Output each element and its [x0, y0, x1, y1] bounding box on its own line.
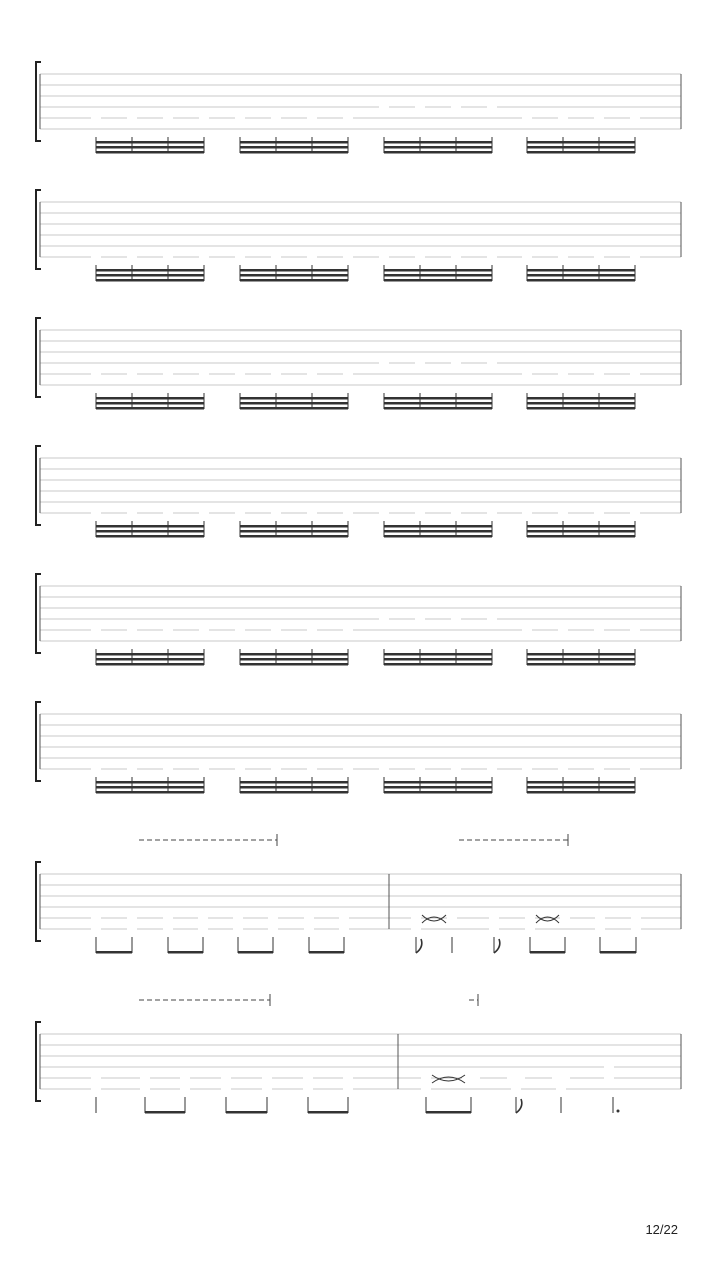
note-beam	[384, 146, 492, 149]
fret-mask	[127, 112, 137, 124]
tab-system	[36, 994, 681, 1114]
note-flag	[494, 939, 500, 953]
fret-mask	[235, 251, 245, 263]
fret-mask	[379, 357, 389, 369]
note-beam	[226, 1111, 267, 1114]
note-beam	[96, 791, 204, 794]
note-beam	[240, 274, 348, 277]
note-beam	[168, 951, 203, 954]
fret-mask	[594, 624, 604, 636]
note-flag	[416, 939, 422, 953]
fret-mask	[451, 251, 461, 263]
note-beam	[240, 151, 348, 154]
fret-mask	[91, 763, 101, 775]
note-beam	[240, 279, 348, 282]
fret-mask	[307, 251, 317, 263]
fret-mask	[558, 507, 568, 519]
note-beam	[96, 658, 204, 661]
note-beam	[309, 951, 344, 954]
note-beam	[527, 402, 635, 405]
fret-mask	[163, 251, 173, 263]
fret-mask	[451, 101, 461, 113]
fret-mask	[199, 507, 209, 519]
fret-mask	[595, 923, 605, 935]
fret-mask	[235, 368, 245, 380]
fret-mask	[604, 1072, 614, 1084]
fret-mask	[630, 507, 640, 519]
fret-mask	[180, 1083, 190, 1095]
note-beam	[240, 781, 348, 784]
fret-mask	[556, 1083, 566, 1095]
dot-mark	[617, 1110, 620, 1113]
fret-mask	[199, 368, 209, 380]
fret-mask	[262, 1072, 272, 1084]
fret-mask	[127, 624, 137, 636]
note-beam	[96, 151, 204, 154]
note-beam	[384, 653, 492, 656]
fret-mask	[451, 357, 461, 369]
note-beam	[96, 535, 204, 538]
fret-mask	[235, 112, 245, 124]
fret-mask	[558, 251, 568, 263]
note-beam	[96, 951, 132, 954]
fret-mask	[163, 507, 173, 519]
fret-mask	[487, 251, 497, 263]
note-beam	[96, 786, 204, 789]
fret-mask	[343, 1072, 353, 1084]
fret-mask	[451, 613, 461, 625]
fret-mask	[421, 1072, 431, 1084]
note-beam	[96, 397, 204, 400]
note-beam	[527, 535, 635, 538]
note-beam	[527, 146, 635, 149]
fret-mask	[487, 507, 497, 519]
fret-mask	[198, 923, 208, 935]
note-beam	[527, 786, 635, 789]
note-beam	[384, 269, 492, 272]
fret-mask	[127, 763, 137, 775]
fret-mask	[630, 763, 640, 775]
fret-mask	[339, 912, 349, 924]
note-beam	[96, 402, 204, 405]
note-beam	[96, 525, 204, 528]
fret-mask	[343, 507, 353, 519]
note-beam	[240, 146, 348, 149]
note-beam	[384, 407, 492, 410]
fret-mask	[271, 112, 281, 124]
note-beam	[145, 1111, 185, 1114]
fret-mask	[522, 624, 532, 636]
fret-mask	[91, 923, 101, 935]
fret-mask	[339, 923, 349, 935]
fret-mask	[140, 1072, 150, 1084]
fret-mask	[303, 1083, 313, 1095]
fret-mask	[415, 507, 425, 519]
note-beam	[384, 663, 492, 666]
note-beam	[384, 525, 492, 528]
note-beam	[384, 402, 492, 405]
fret-mask	[558, 624, 568, 636]
fret-mask	[268, 912, 278, 924]
note-beam	[384, 658, 492, 661]
note-beam	[384, 791, 492, 794]
fret-mask	[487, 357, 497, 369]
fret-mask	[235, 763, 245, 775]
fret-mask	[630, 112, 640, 124]
fret-mask	[271, 251, 281, 263]
note-beam	[240, 786, 348, 789]
fret-mask	[487, 101, 497, 113]
fret-mask	[379, 507, 389, 519]
note-beam	[384, 141, 492, 144]
note-beam	[530, 951, 565, 954]
note-beam	[426, 1111, 471, 1114]
fret-mask	[307, 624, 317, 636]
fret-mask	[163, 624, 173, 636]
fret-mask	[268, 923, 278, 935]
fret-mask	[451, 763, 461, 775]
fret-mask	[180, 1072, 190, 1084]
fret-mask	[140, 1083, 150, 1095]
fret-mask	[511, 1083, 521, 1095]
fret-mask	[525, 912, 535, 924]
fret-mask	[163, 112, 173, 124]
fret-mask	[447, 912, 457, 924]
fret-mask	[127, 912, 137, 924]
fret-mask	[522, 112, 532, 124]
fret-mask	[304, 923, 314, 935]
note-beam	[384, 274, 492, 277]
fret-mask	[630, 624, 640, 636]
note-beam	[240, 397, 348, 400]
fret-mask	[91, 507, 101, 519]
fret-mask	[271, 507, 281, 519]
fret-mask	[343, 624, 353, 636]
note-beam	[527, 525, 635, 528]
fret-mask	[594, 368, 604, 380]
fret-mask	[522, 368, 532, 380]
fret-mask	[343, 1083, 353, 1095]
note-beam	[240, 653, 348, 656]
fret-mask	[307, 507, 317, 519]
fret-mask	[235, 624, 245, 636]
tab-system	[36, 62, 681, 154]
fret-mask	[198, 912, 208, 924]
fret-mask	[525, 923, 535, 935]
fret-mask	[415, 613, 425, 625]
fret-mask	[630, 251, 640, 263]
note-beam	[240, 663, 348, 666]
note-beam	[96, 781, 204, 784]
note-beam	[240, 141, 348, 144]
note-beam	[96, 141, 204, 144]
tab-system	[36, 318, 681, 410]
note-beam	[527, 781, 635, 784]
fret-mask	[489, 923, 499, 935]
fret-mask	[127, 368, 137, 380]
fret-mask	[379, 613, 389, 625]
fret-mask	[163, 368, 173, 380]
fret-mask	[558, 112, 568, 124]
fret-mask	[221, 1072, 231, 1084]
fret-mask	[343, 763, 353, 775]
note-beam	[527, 269, 635, 272]
note-beam	[96, 274, 204, 277]
fret-mask	[522, 507, 532, 519]
note-beam	[96, 653, 204, 656]
fret-mask	[303, 1072, 313, 1084]
fret-mask	[379, 251, 389, 263]
note-beam	[527, 658, 635, 661]
fret-mask	[163, 912, 173, 924]
tab-system	[36, 574, 681, 666]
fret-mask	[91, 1072, 101, 1084]
fret-mask	[304, 912, 314, 924]
fret-mask	[451, 507, 461, 519]
fret-mask	[91, 624, 101, 636]
note-beam	[384, 279, 492, 282]
note-beam	[384, 530, 492, 533]
note-beam	[240, 407, 348, 410]
note-beam	[308, 1111, 348, 1114]
fret-mask	[343, 112, 353, 124]
fret-mask	[199, 251, 209, 263]
fret-mask	[127, 251, 137, 263]
fret-mask	[522, 251, 532, 263]
note-beam	[96, 530, 204, 533]
fret-mask	[630, 368, 640, 380]
fret-mask	[91, 1083, 101, 1095]
fret-mask	[558, 763, 568, 775]
fret-mask	[487, 763, 497, 775]
note-beam	[384, 151, 492, 154]
fret-mask	[307, 112, 317, 124]
fret-mask	[91, 251, 101, 263]
fret-mask	[343, 251, 353, 263]
note-beam	[527, 279, 635, 282]
note-beam	[240, 535, 348, 538]
fret-mask	[199, 112, 209, 124]
note-beam	[238, 951, 273, 954]
fret-mask	[604, 1061, 614, 1073]
fret-mask	[631, 912, 641, 924]
fret-mask	[91, 912, 101, 924]
note-beam	[384, 781, 492, 784]
fret-mask	[415, 251, 425, 263]
note-beam	[527, 653, 635, 656]
note-beam	[527, 663, 635, 666]
fret-mask	[415, 101, 425, 113]
fret-mask	[594, 251, 604, 263]
fret-mask	[411, 923, 421, 935]
fret-mask	[558, 368, 568, 380]
tab-system	[36, 446, 681, 538]
note-beam	[527, 397, 635, 400]
note-beam	[527, 407, 635, 410]
fret-mask	[271, 763, 281, 775]
fret-mask	[91, 112, 101, 124]
fret-mask	[262, 1083, 272, 1095]
note-beam	[240, 525, 348, 528]
note-beam	[96, 146, 204, 149]
note-beam	[96, 269, 204, 272]
fret-mask	[594, 112, 604, 124]
fret-mask	[127, 923, 137, 935]
fret-mask	[127, 507, 137, 519]
note-beam	[527, 274, 635, 277]
fret-mask	[91, 368, 101, 380]
fret-mask	[595, 912, 605, 924]
fret-mask	[163, 923, 173, 935]
fret-mask	[163, 763, 173, 775]
fret-mask	[343, 368, 353, 380]
tab-system	[36, 702, 681, 794]
fret-mask	[415, 357, 425, 369]
note-beam	[527, 530, 635, 533]
fret-mask	[487, 613, 497, 625]
note-beam	[384, 397, 492, 400]
tab-system	[36, 834, 681, 954]
fret-mask	[489, 912, 499, 924]
note-beam	[96, 663, 204, 666]
note-beam	[600, 951, 636, 954]
fret-mask	[271, 368, 281, 380]
fret-mask	[233, 923, 243, 935]
fret-mask	[271, 624, 281, 636]
fret-mask	[560, 912, 570, 924]
fret-mask	[411, 912, 421, 924]
fret-mask	[221, 1083, 231, 1095]
fret-mask	[507, 1072, 525, 1084]
fret-mask	[235, 507, 245, 519]
note-beam	[96, 407, 204, 410]
note-beam	[240, 269, 348, 272]
note-beam	[240, 530, 348, 533]
page-number: 12/22	[645, 1222, 678, 1237]
fret-mask	[307, 763, 317, 775]
note-beam	[240, 791, 348, 794]
fret-mask	[552, 1072, 570, 1084]
fret-mask	[199, 624, 209, 636]
note-beam	[240, 402, 348, 405]
fret-mask	[233, 912, 243, 924]
note-beam	[527, 791, 635, 794]
fret-mask	[379, 101, 389, 113]
note-flag	[516, 1099, 522, 1113]
fret-mask	[379, 763, 389, 775]
note-beam	[240, 658, 348, 661]
fret-mask	[522, 763, 532, 775]
fret-mask	[631, 923, 641, 935]
fret-mask	[594, 763, 604, 775]
tab-system	[36, 190, 681, 282]
note-beam	[384, 786, 492, 789]
fret-mask	[594, 507, 604, 519]
fret-mask	[307, 368, 317, 380]
fret-mask	[415, 763, 425, 775]
note-beam	[527, 141, 635, 144]
fret-mask	[421, 1083, 431, 1095]
note-beam	[384, 535, 492, 538]
fret-mask	[199, 763, 209, 775]
note-beam	[96, 279, 204, 282]
note-beam	[527, 151, 635, 154]
